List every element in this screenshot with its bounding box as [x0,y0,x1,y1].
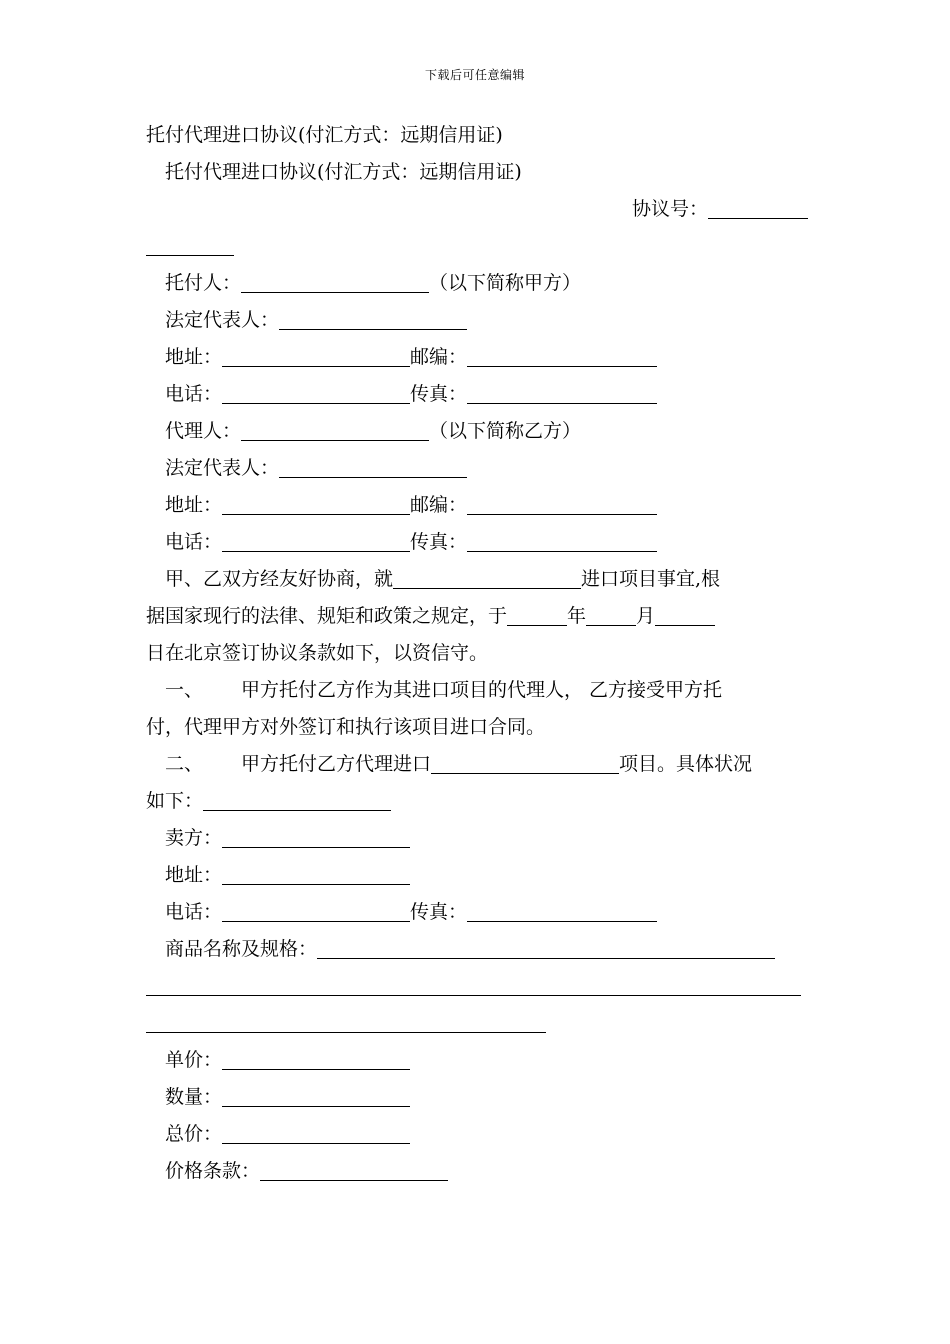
principal-phone-blank[interactable] [222,381,410,404]
agent-legal-rep-blank[interactable] [279,455,467,478]
clause-number: 二、 [165,753,204,775]
principal-legal-rep-blank[interactable] [279,307,467,330]
agent-suffix: （以下简称乙方） [429,420,582,442]
seller-address-line [146,857,808,894]
seller-address-blank[interactable] [222,862,410,885]
quantity-blank[interactable] [222,1084,410,1107]
day-blank[interactable] [655,603,715,626]
phone-label: 电话： [165,901,223,923]
agreement-no-blank-cont[interactable] [146,233,234,256]
intro-text: 日在北京签订协议条款如下，以资信守。 [146,642,489,664]
legal-rep-label: 法定代表人： [165,457,280,479]
year-label: 年 [567,605,587,627]
agent-legal-rep-line [146,450,808,487]
agent-phone-line [146,524,808,561]
seller-blank[interactable] [222,825,410,848]
page-header: 下载后可任意编辑 [424,68,525,82]
clause-1-line-1 [146,672,808,709]
month-blank[interactable] [586,603,636,626]
agreement-no-line [146,191,808,228]
price-terms-line [146,1153,808,1190]
principal-address-blank[interactable] [222,344,410,367]
agreement-no-label: 协议号： [631,198,708,220]
fax-label: 传真： [410,531,468,553]
phone-label: 电话： [165,531,223,553]
intro-text: 据国家现行的法律、规矩和政策之规定，于 [146,605,508,627]
clause-text: 甲方托付乙方作为其进口项目的代理人， 乙方接受甲方托 [241,679,723,701]
price-terms-label: 价格条款： [165,1160,261,1182]
agreement-no-blank[interactable] [708,196,808,219]
project-blank[interactable] [393,566,581,589]
goods-blank-cont[interactable] [146,973,801,996]
principal-postcode-blank[interactable] [467,344,657,367]
address-label: 地址： [165,494,223,516]
seller-fax-blank[interactable] [467,899,657,922]
principal-suffix: （以下简称甲方） [429,272,582,294]
clause-1-line-2 [146,709,808,746]
goods-line [146,931,808,968]
principal-blank[interactable] [241,270,429,293]
intro-line-1 [146,561,808,598]
clause-text: 项目。具体状况 [619,753,753,775]
agent-address-blank[interactable] [222,492,410,515]
seller-label: 卖方： [165,827,223,849]
principal-label: 托付人： [165,272,242,294]
agent-label: 代理人： [165,420,242,442]
unit-price-label: 单价： [165,1049,223,1071]
title-line [146,117,808,154]
seller-phone-blank[interactable] [222,899,410,922]
goods-label: 商品名称及规格： [165,938,318,960]
agent-line [146,413,808,450]
address-label: 地址： [165,346,223,368]
seller-phone-line [146,894,808,931]
document-subtitle: 托付代理进口协议(付汇方式：远期信用证) [165,161,522,183]
intro-line-3 [146,635,808,672]
document-body [146,117,808,1190]
principal-fax-blank[interactable] [467,381,657,404]
fax-label: 传真： [410,383,468,405]
phone-label: 电话： [165,383,223,405]
clause-2-line-2 [146,783,808,820]
address-label: 地址： [165,864,223,886]
intro-text: 甲、乙双方经友好协商，就 [165,568,394,590]
goods-blank[interactable] [317,936,775,959]
postcode-label: 邮编： [410,494,468,516]
unit-price-blank[interactable] [222,1047,410,1070]
clause-2-line-1 [146,746,808,783]
total-price-blank[interactable] [222,1121,410,1144]
year-blank[interactable] [507,603,567,626]
postcode-label: 邮编： [410,346,468,368]
price-terms-blank[interactable] [260,1158,448,1181]
goods-line-3 [146,1005,808,1042]
goods-blank-cont-2[interactable] [146,1010,546,1033]
goods-line-2 [146,968,808,1005]
seller-line [146,820,808,857]
principal-legal-rep-line [146,302,808,339]
principal-phone-line [146,376,808,413]
intro-line-2 [146,598,808,635]
quantity-line [146,1079,808,1116]
agent-address-line [146,487,808,524]
clause-number: 一、 [165,679,204,701]
principal-line [146,265,808,302]
clause-text: 付，代理甲方对外签订和执行该项目进口合同。 [146,716,546,738]
total-price-label: 总价： [165,1123,223,1145]
month-label: 月 [636,605,656,627]
unit-price-line [146,1042,808,1079]
agent-fax-blank[interactable] [467,529,657,552]
situation-blank[interactable] [203,788,391,811]
total-price-line [146,1116,808,1153]
agreement-no-cont [146,228,808,265]
legal-rep-label: 法定代表人： [165,309,280,331]
document-title: 托付代理进口协议(付汇方式：远期信用证) [146,124,503,146]
clause-text: 如下： [146,790,204,812]
subtitle-line [146,154,808,191]
agent-phone-blank[interactable] [222,529,410,552]
intro-text: 进口项目事宜,根 [581,568,721,590]
fax-label: 传真： [410,901,468,923]
clause-text: 甲方托付乙方代理进口 [241,753,432,775]
principal-address-line [146,339,808,376]
agent-postcode-blank[interactable] [467,492,657,515]
agent-blank[interactable] [241,418,429,441]
import-project-blank[interactable] [431,751,619,774]
quantity-label: 数量： [165,1086,223,1108]
